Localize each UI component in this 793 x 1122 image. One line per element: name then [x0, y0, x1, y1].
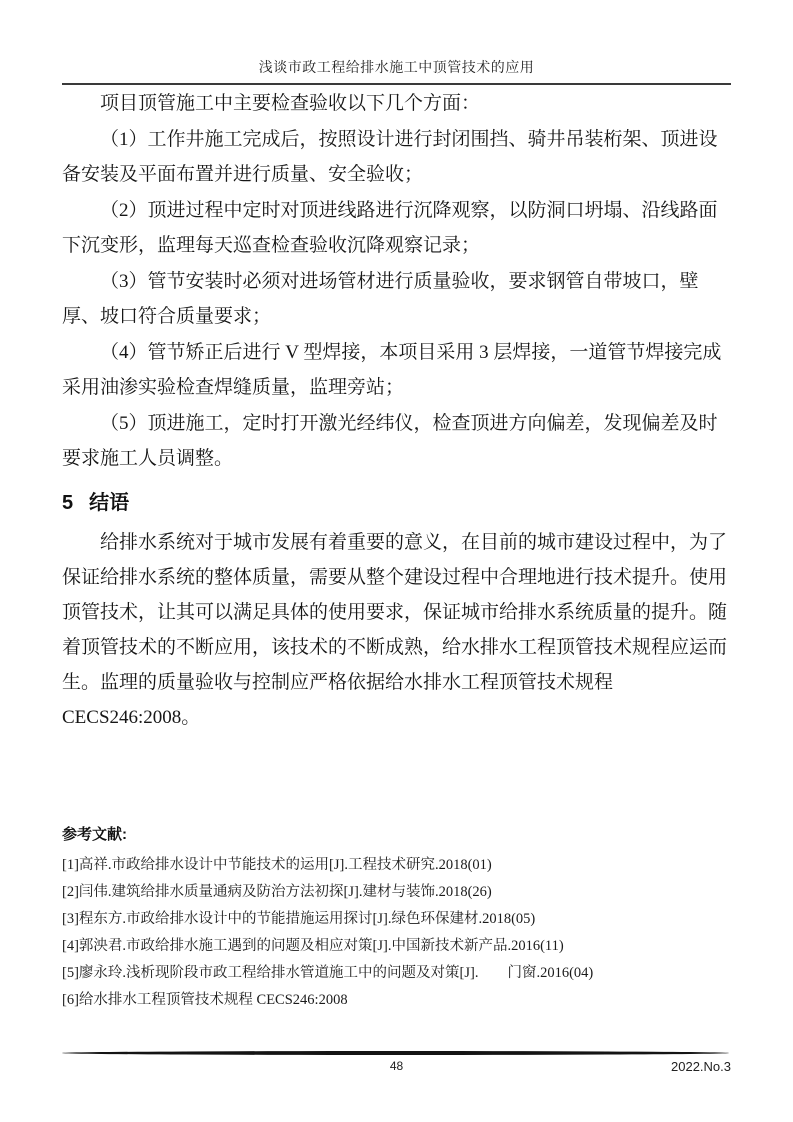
section-title: 结语: [89, 492, 130, 514]
page-number: 48: [389, 1059, 404, 1073]
paragraph-conclusion: 给排水系统对于城市发展有着重要的意义，在目前的城市建设过程中，为了保证给排水系统的整体质量，需要从整个建设过程中合理地进行技术提升。使用顶管技术，让其可以满足具体的使用要求，保证城市给排水系统质量的提升。随着顶管技术的不断应用，该技术的不断成熟，给水排水工程顶管技术规程应运而生。监理的质量验收与控制应严格依据给水排水工程顶管技术规程 CECS246:2008。: [62, 532, 728, 728]
reference-item-4: [4]郭泱君.市政给排水施工遇到的问题及相应对策[J].中国新技术新产品.2016(11): [62, 938, 564, 954]
reference-item-3: [3]程东方.市政给排水设计中的节能措施运用探讨[J].绿色环保建材.2018(05): [62, 911, 536, 927]
list-item-2: （2）顶进过程中定时对顶进线路进行沉降观察，以防洞口坍塌、沿线路面下沉变形，监理每天巡查检查验收沉降观察记录；: [62, 200, 718, 256]
references-section: [62, 825, 731, 1014]
list-item-5: （5）顶进施工，定时打开激光经纬仪，检查顶进方向偏差，发现偏差及时要求施工人员调整。: [62, 413, 718, 469]
reference-item-6: [6]给水排水工程顶管技术规程 CECS246:2008: [62, 992, 348, 1008]
document-body: [62, 85, 731, 1014]
footer-divider: [62, 1051, 729, 1055]
section-number: 5: [62, 492, 74, 514]
issue-label: 2022.No.3: [671, 1059, 731, 1074]
page-header: [62, 0, 731, 85]
section-heading-conclusion: [62, 490, 731, 516]
reference-item-5: [5]廖永玲.浅析现阶段市政工程给排水管道施工中的问题及对策[J]. 门窗.2016(04): [62, 965, 594, 981]
reference-item-1: [1]高祥.市政给排水设计中节能技术的运用[J].工程技术研究.2018(01): [62, 857, 492, 873]
paragraph-intro: 项目顶管施工中主要检查验收以下几个方面：: [100, 93, 481, 114]
reference-item-2: [2]闫伟.建筑给排水质量通病及防治方法初探[J].建材与装饰.2018(26): [62, 884, 492, 900]
list-item-4: （4）管节矫正后进行 V 型焊接，本项目采用 3 层焊接，一道管节焊接完成采用油渗实验检查焊缝质量，监理旁站；: [62, 342, 722, 398]
references-heading: 参考文献:: [62, 826, 127, 843]
list-item-3: （3）管节安装时必须对进场管材进行质量验收，要求钢管自带坡口，壁厚、坡口符合质量要求；: [62, 271, 699, 327]
list-item-1: （1）工作井施工完成后，按照设计进行封闭围挡、骑井吊装桁架、顶进设备安装及平面布置并进行质量、安全验收；: [62, 129, 718, 185]
running-head-title: 浅谈市政工程给排水施工中顶管技术的应用: [258, 61, 535, 76]
